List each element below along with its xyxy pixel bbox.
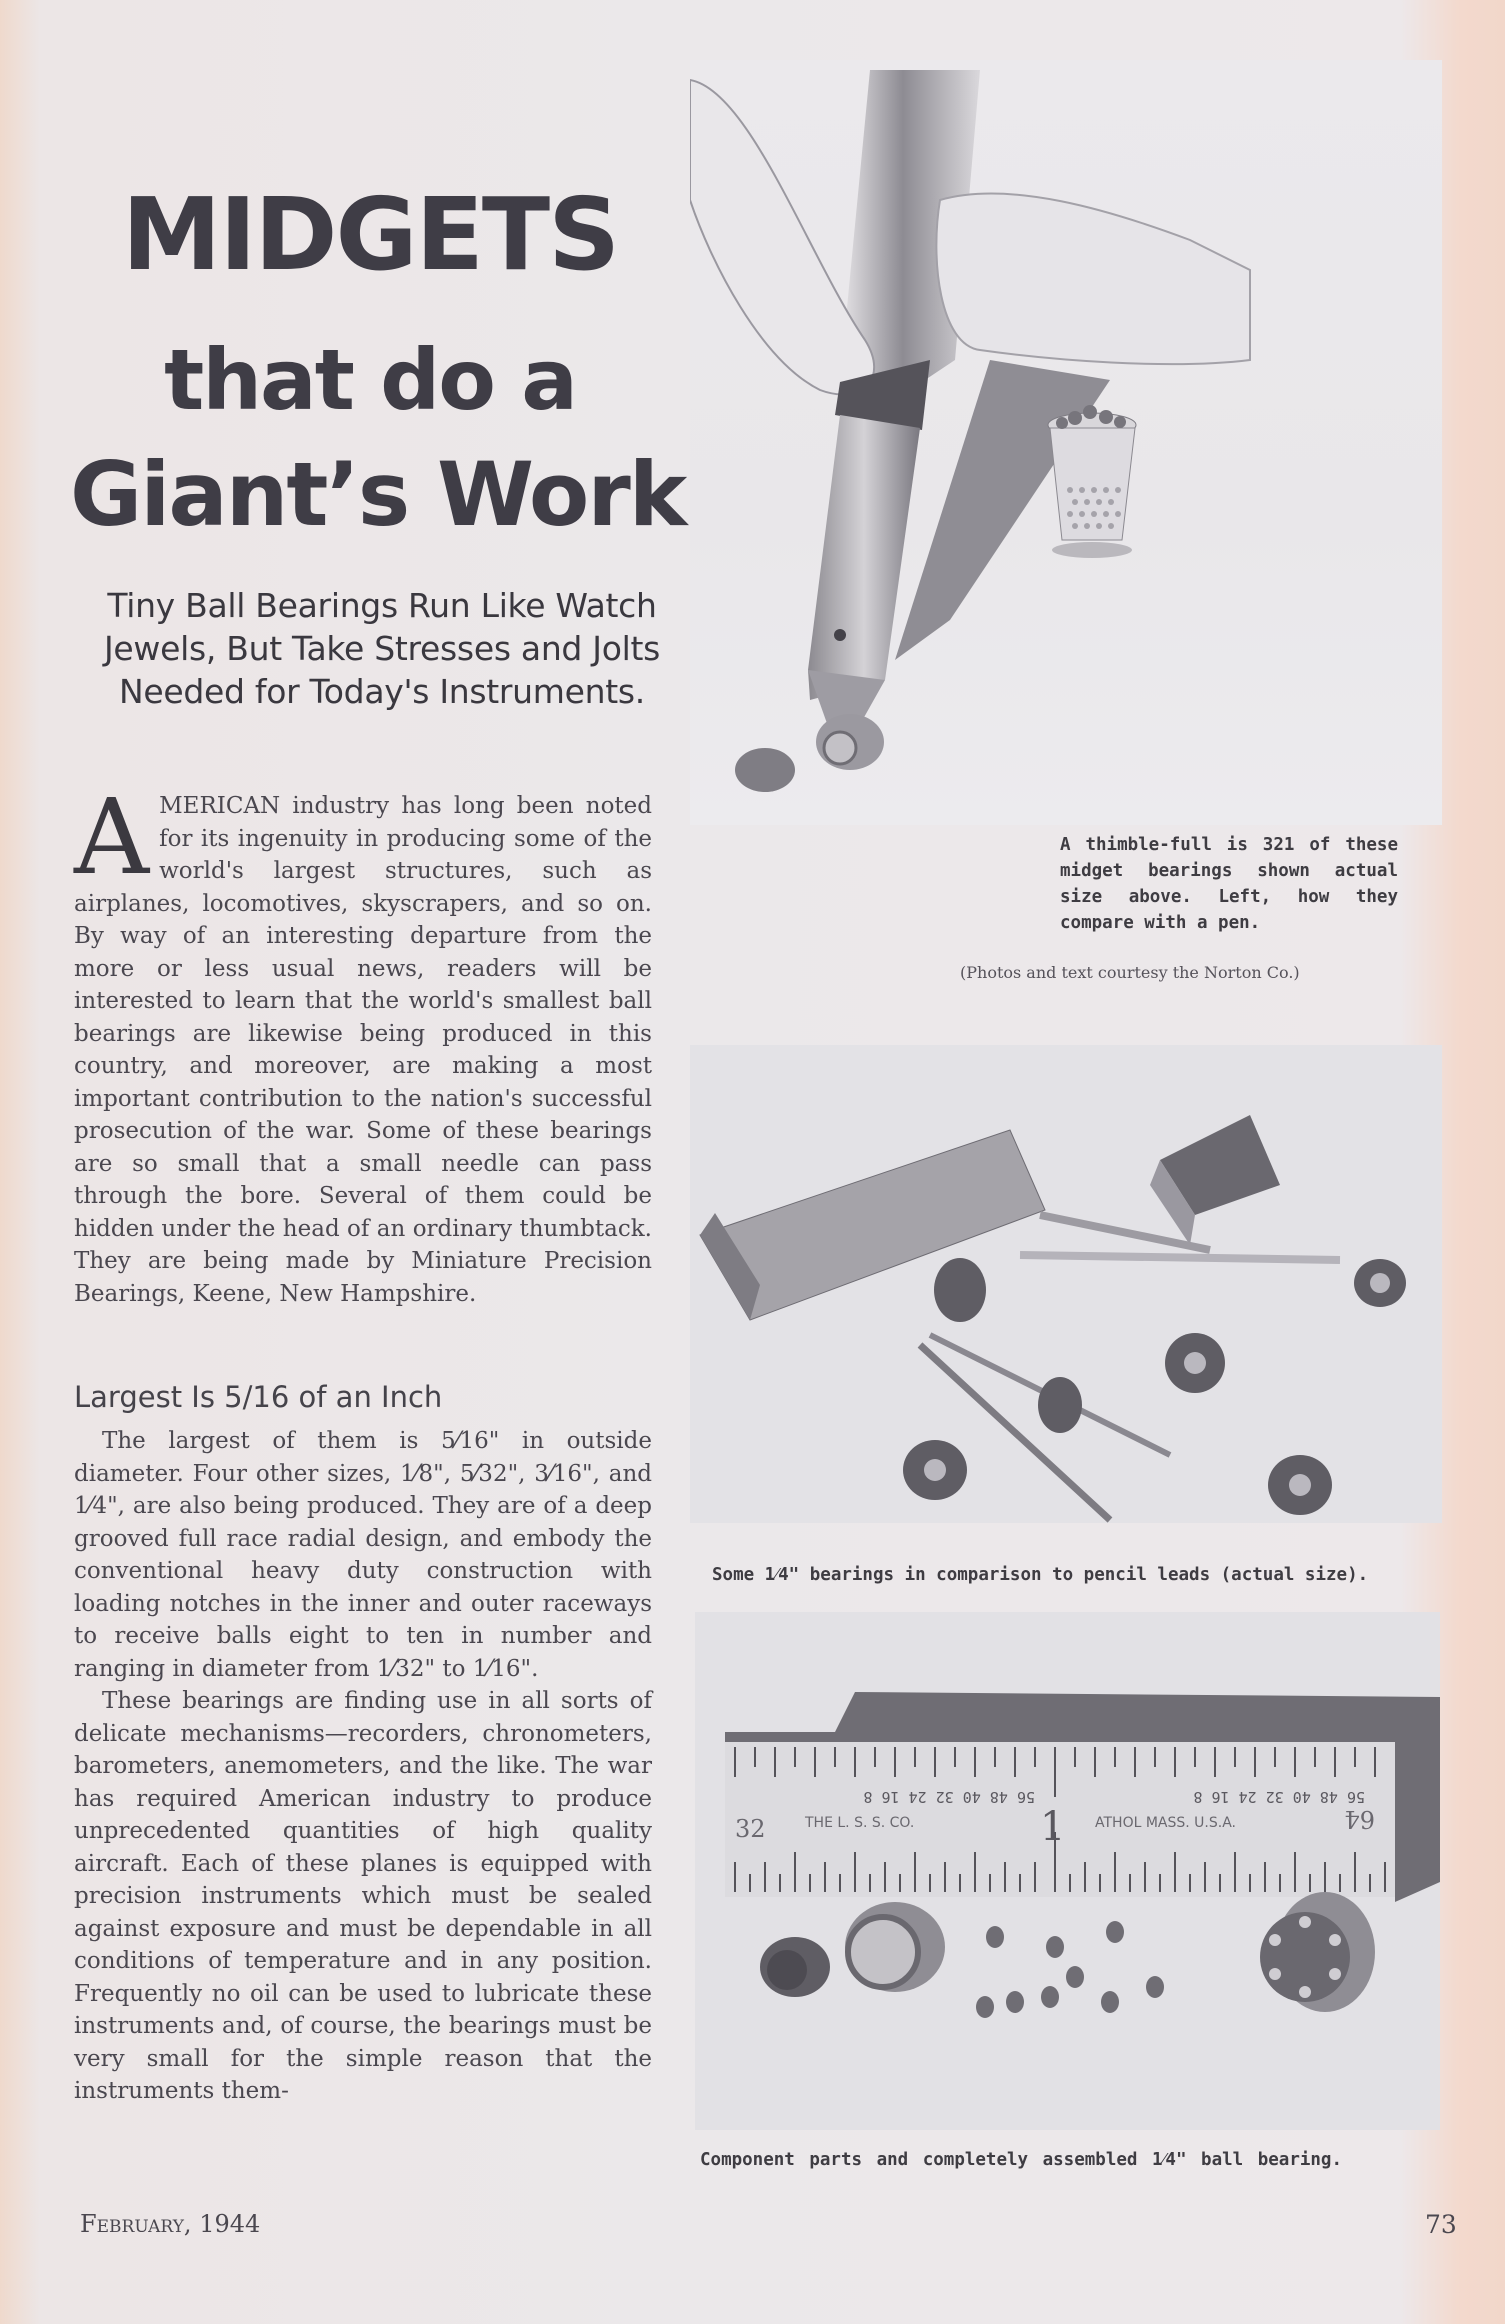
ruler-illustration [695, 1612, 1440, 2130]
section-heading: Largest Is 5/16 of an Inch [74, 1380, 443, 1414]
ruler-inch-digit: 1 [1040, 1804, 1066, 1850]
headline-line-2: that do a [164, 331, 576, 429]
photo-pen-and-thimble [690, 60, 1442, 825]
intro-paragraph [74, 776, 652, 1310]
photo-pencil-leads [690, 1045, 1442, 1523]
ruler-numbers-right: 56 48 40 32 24 16 8 [1193, 1788, 1365, 1806]
pencil-leads-illustration [690, 1045, 1442, 1523]
intro-first-word: MERICAN [159, 793, 281, 819]
ruler-scale-32: 32 [735, 1815, 766, 1843]
paragraph-2: The largest of them is 5⁄16" in outside diameter. Four other sizes, 1⁄8", 5⁄32", 3⁄16", and 1⁄4", are also being produced. They are of a deep grooved full race radial design, and embody the conventional heavy duty construction with loading notches in the inner and outer raceways to receive balls eight to ten in number and ranging in diameter from 1⁄32" to 1⁄16". [74, 1428, 652, 1682]
caption-thimble: A thimble-full is 321 of these midget bearings shown actual size above. Left, how they compare with a pen. [1060, 835, 1398, 933]
subtitle: Tiny Ball Bearings Run Like Watch Jewels, But Take Stresses and Jolts Needed for Today's Instruments. [104, 586, 660, 711]
ruler-scale-64: 64 [1344, 1805, 1375, 1833]
paragraph-3: These bearings are finding use in all sorts of delicate mechanisms—recorders, chronometers, barometers, anemometers, and the like. The war has required American industry to produce unprecedented quantities of high quality aircraft. Each of these planes is equipped with precision instruments which must be sealed against exposure and must be dependable in all conditions of temperature and in any position. Frequently no oil can be used to lubricate these instruments and, of course, the bearings must be very small for the simple reason that the instruments them- [74, 1688, 652, 2104]
headline-line-3: Giant’s Work [70, 443, 686, 546]
ruler-place-text: ATHOL MASS. U.S.A. [1095, 1815, 1236, 1831]
ruler-maker-text: THE L. S. S. CO. [805, 1815, 915, 1831]
ruler-numbers-left: 56 48 40 32 24 16 8 [863, 1788, 1035, 1806]
intro-text: industry has long been noted for its ingenuity in producing some of the world's largest structures, such as airplanes, locomotives, skyscrapers, and so on. By way of an interesting departure from the more or less usual news, readers will be interested to learn that the world's smallest ball bearings are likewise being produced in this country, and moreover, are making a most important contribution to the nation's successful prosecution of the war. Some of these bearings are so small that a small needle can pass through the bore. Several of them could be hidden under the head of an ordinary thumbtack. They are being made by Miniature Precision Bearings, Keene, New Hampshire. [74, 793, 652, 1307]
photo-ruler-and-parts [695, 1612, 1440, 2130]
caption-component-parts: Component parts and completely assembled 1⁄4" ball bearing. [700, 2150, 1343, 2170]
body-column-continued [74, 1425, 652, 2108]
headline-line-1: MIDGETS [121, 176, 619, 293]
bearing-parts-icon [760, 1892, 1375, 2018]
issue-date: February, 1944 [80, 2210, 261, 2238]
thimble-icon [1048, 405, 1136, 558]
loose-bearings-icon [735, 714, 884, 792]
caption-pencil-leads: Some 1⁄4" bearings in comparison to pencil leads (actual size). [712, 1565, 1369, 1585]
page-number: 73 [1425, 2210, 1457, 2239]
pen-hand-illustration [690, 60, 1442, 825]
drop-cap: A [74, 776, 150, 898]
photo-credit: (Photos and text courtesy the Norton Co.) [960, 963, 1300, 982]
